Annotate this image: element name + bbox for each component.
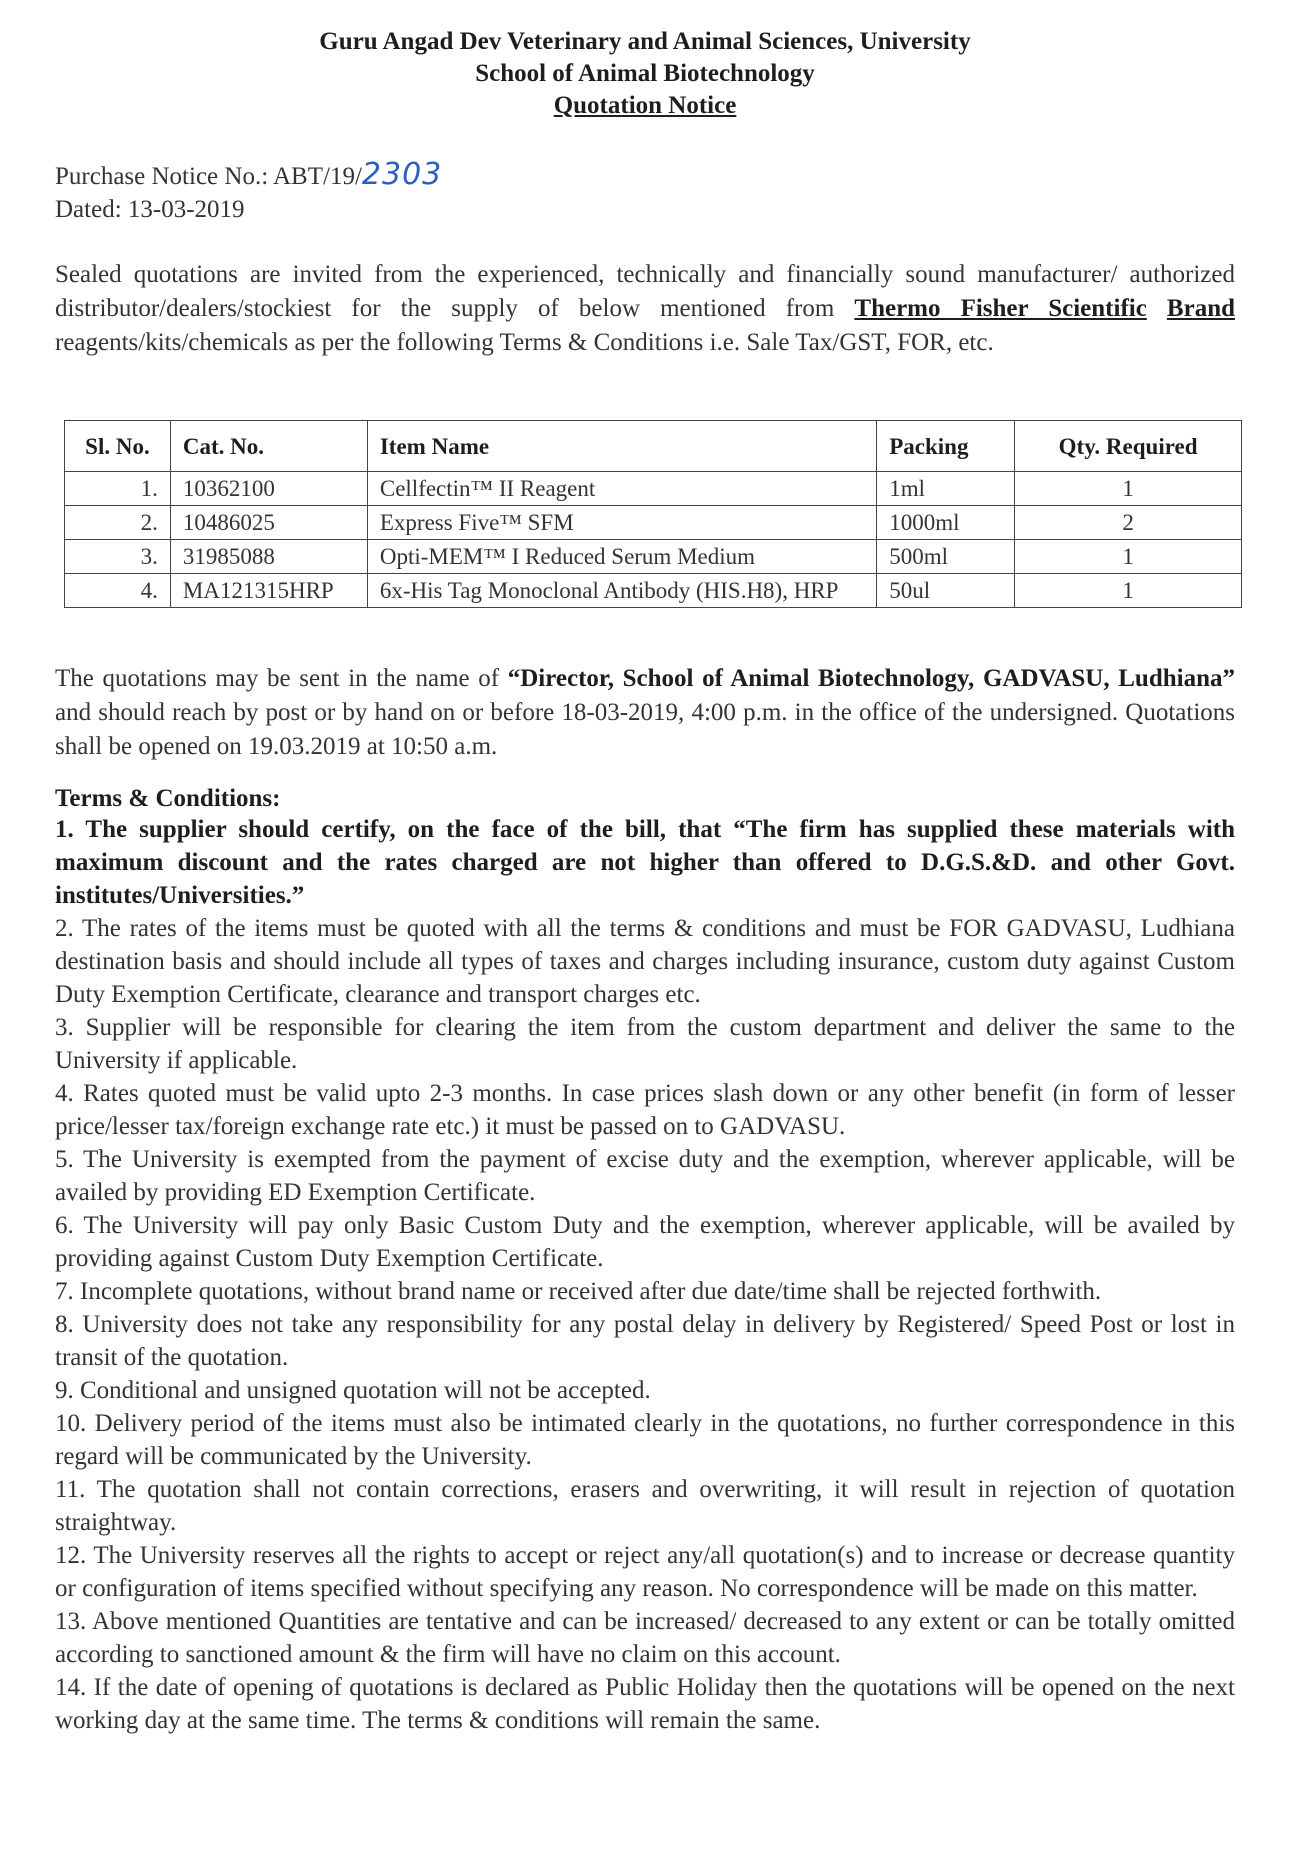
intro-text-start: Sealed quotations are invited from the experienced, technically and financially sound manufacturer/ authorized distributor/dealers/stockiest for the supply of below mentioned from [55, 261, 1235, 322]
term-item: 5. The University is exempted from the payment of excise duty and the exemption, wherever applicable, will be availed by providing ED Exemption Certificate. [55, 1146, 1235, 1206]
university-name: Guru Angad Dev Veterinary and Animal Sciences, University [319, 28, 971, 55]
brand-word: Brand [1166, 295, 1236, 322]
cell-cat-no: 10486025 [170, 506, 367, 540]
intro-text-end: reagents/kits/chemicals as per the following Terms & Conditions i.e. Sale Tax/GST, FOR, etc. [55, 329, 994, 356]
term-item: 10. Delivery period of the items must also be intimated clearly in the quotations, no further correspondence in this regard will be communicated by the University. [55, 1410, 1235, 1470]
purchase-notice-block [55, 158, 442, 226]
cell-sl-no: 3. [65, 540, 171, 574]
term-item: 2. The rates of the items must be quoted with all the terms & conditions and must be FOR GADVASU, Ludhiana destination basis and should include all types of taxes and charges including insurance, custom duty against Custom Duty Exemption Certificate, clearance and transport charges etc. [55, 915, 1235, 1008]
term-item: 4. Rates quoted must be valid upto 2-3 months. In case prices slash down or any other benefit (in form of lesser price/lesser tax/foreign exchange rate etc.) it must be passed on to GADVASU. [55, 1080, 1235, 1140]
cell-sl-no: 1. [65, 472, 171, 506]
table-row [65, 540, 1242, 574]
terms-title: Terms & Conditions: [55, 785, 281, 812]
purchase-notice-number [55, 158, 442, 193]
cell-item-name: 6x-His Tag Monoclonal Antibody (HIS.H8), HRP [367, 574, 876, 608]
cell-packing: 50ul [877, 574, 1015, 608]
cell-qty: 1 [1015, 472, 1242, 506]
table-row [65, 506, 1242, 540]
purchase-notice-label: Purchase Notice No.: ABT/19/ [55, 163, 362, 190]
cell-qty: 2 [1015, 506, 1242, 540]
document-header [0, 26, 1290, 122]
term-item: 7. Incomplete quotations, without brand name or received after due date/time shall be rejected forthwith. [55, 1278, 1102, 1305]
table-row [65, 574, 1242, 608]
school-name: School of Animal Biotechnology [475, 60, 815, 87]
cell-cat-no: 31985088 [170, 540, 367, 574]
intro-space [1147, 295, 1167, 322]
items-table [64, 420, 1242, 608]
term-item: 6. The University will pay only Basic Custom Duty and the exemption, wherever applicable, will be availed by providing against Custom Duty Exemption Certificate. [55, 1212, 1235, 1272]
cell-packing: 500ml [877, 540, 1015, 574]
cell-packing: 1000ml [877, 506, 1015, 540]
cell-sl-no: 2. [65, 506, 171, 540]
table-header-row [65, 421, 1242, 472]
header-item-name: Item Name [367, 421, 876, 472]
brand-name: Thermo Fisher Scientific [854, 295, 1147, 322]
cell-item-name: Opti-MEM™ I Reduced Serum Medium [367, 540, 876, 574]
notice-title: Quotation Notice [553, 92, 737, 119]
intro-paragraph [55, 258, 1235, 360]
cell-item-name: Cellfectin™ II Reagent [367, 472, 876, 506]
cell-sl-no: 4. [65, 574, 171, 608]
term-item: 12. The University reserves all the rights to accept or reject any/all quotation(s) and to increase or decrease quantity or configuration of items specified without specifying any reason. No correspondence will be made on this matter. [55, 1542, 1235, 1602]
cell-cat-no: MA121315HRP [170, 574, 367, 608]
table-row [65, 472, 1242, 506]
term-item: 3. Supplier will be responsible for clearing the item from the custom department and deliver the same to the University if applicable. [55, 1014, 1235, 1074]
term-item: 8. University does not take any responsibility for any postal delay in delivery by Registered/ Speed Post or lost in transit of the quotation. [55, 1311, 1235, 1371]
term-item: 1. The supplier should certify, on the face of the bill, that “The firm has supplied these materials with maximum discount and the rates charged are not higher than offered to D.G.S.&D. and other Govt. institutes/Universities.” [55, 816, 1235, 909]
cell-qty: 1 [1015, 574, 1242, 608]
notice-date: Dated: 13-03-2019 [55, 196, 245, 223]
header-sl-no: Sl. No. [65, 421, 171, 472]
cell-packing: 1ml [877, 472, 1015, 506]
addressee: “Director, School of Animal Biotechnology, GADVASU, Ludhiana” [507, 665, 1235, 692]
handwritten-notice-number: 2303 [361, 157, 443, 192]
term-item: 13. Above mentioned Quantities are tentative and can be increased/ decreased to any extent or can be totally omitted according to sanctioned amount & the firm will have no claim on this account. [55, 1608, 1235, 1668]
submission-paragraph [55, 662, 1235, 764]
term-item: 14. If the date of opening of quotations is declared as Public Holiday then the quotations will be opened on the next working day at the same time. The terms & conditions will remain the same. [55, 1674, 1235, 1734]
header-cat-no: Cat. No. [170, 421, 367, 472]
cell-qty: 1 [1015, 540, 1242, 574]
cell-cat-no: 10362100 [170, 472, 367, 506]
submission-text-start: The quotations may be sent in the name of [55, 665, 508, 692]
header-qty-required: Qty. Required [1015, 421, 1242, 472]
submission-text-end: and should reach by post or by hand on or before 18-03-2019, 4:00 p.m. in the office of the undersigned. Quotations shall be opened on 19.03.2019 at 10:50 a.m. [55, 699, 1235, 760]
term-item: 9. Conditional and unsigned quotation will not be accepted. [55, 1377, 651, 1404]
term-item: 11. The quotation shall not contain corrections, erasers and overwriting, it will result in rejection of quotation straightway. [55, 1476, 1235, 1536]
cell-item-name: Express Five™ SFM [367, 506, 876, 540]
terms-list [55, 813, 1235, 1737]
header-packing: Packing [877, 421, 1015, 472]
